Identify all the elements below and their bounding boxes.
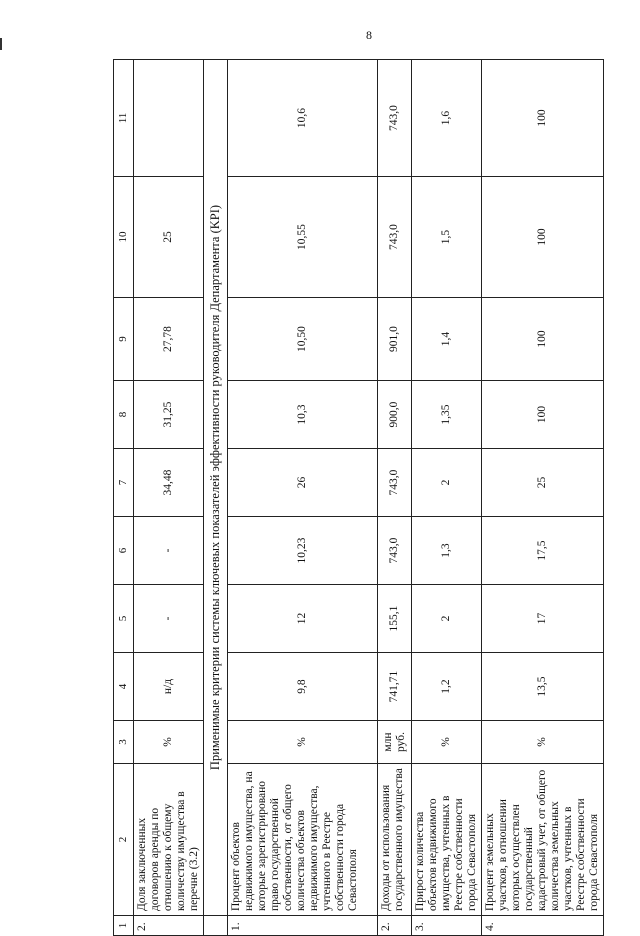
unit-cell: % [134,721,204,764]
row-number: 2. [378,916,412,936]
indicator-name: Процент объектов недвижимого имущества, на которые зарегистрировано право государственной собственности, от общего количества объектов недвижимого имущества, учтенного в Реестре собственности города Севастополя [228,764,378,916]
row-number: 3. [412,916,482,936]
header-cell: 5 [114,585,134,653]
value-cell: 100 [482,60,604,177]
indicator-name: Доходы от использования государственного имущества [378,764,412,916]
row-number: 2. [134,916,204,936]
value-cell: 17 [482,585,604,653]
value-cell: 901,0 [378,298,412,381]
header-cell: 4 [114,653,134,721]
value-cell: - [134,585,204,653]
value-cell: 100 [482,298,604,381]
value-cell: 743,0 [378,449,412,517]
value-cell: 1,4 [412,298,482,381]
value-cell: 10,23 [228,517,378,585]
value-cell: 10,55 [228,177,378,298]
value-cell: 25 [134,177,204,298]
table-row [412,60,482,936]
header-cell: 3 [114,721,134,764]
value-cell: 12 [228,585,378,653]
value-cell: 34,48 [134,449,204,517]
value-cell: 100 [482,177,604,298]
table-row [134,60,204,936]
value-cell: 10,3 [228,381,378,449]
value-cell: 13,5 [482,653,604,721]
unit-cell: % [482,721,604,764]
row-number: 1. [228,916,378,936]
header-cell: 10 [114,177,134,298]
table-row [482,60,604,936]
table-row [378,60,412,936]
value-cell: 10,6 [228,60,378,177]
table-row [228,60,378,936]
value-cell: 743,0 [378,177,412,298]
value-cell: 2 [412,585,482,653]
value-cell: 1,35 [412,381,482,449]
indicator-name: Доля заключенных договоров аренды по отношению к общему количеству имущества в перечне (3.2) [134,764,204,916]
unit-cell: % [228,721,378,764]
value-cell: 1,3 [412,517,482,585]
header-row [114,60,134,936]
value-cell: 743,0 [378,60,412,177]
value-cell: 1,5 [412,177,482,298]
value-cell: 741,71 [378,653,412,721]
value-cell: 900,0 [378,381,412,449]
header-cell: 7 [114,449,134,517]
kpi-table [113,59,604,936]
header-cell: 1 [114,916,134,936]
indicator-name: Прирост количества объектов недвижимого имущества, учтенных в Реестре собственности города Севастополя [412,764,482,916]
value-cell: 31,25 [134,381,204,449]
value-cell: 17,5 [482,517,604,585]
header-cell: 6 [114,517,134,585]
page-number: 8 [366,28,372,42]
value-cell: 27,78 [134,298,204,381]
value-cell: 743,0 [378,517,412,585]
header-cell: 9 [114,298,134,381]
row-number: 4. [482,916,604,936]
value-cell: - [134,517,204,585]
rotated-table-container [113,60,600,936]
section-number-cell [204,916,228,936]
value-cell: 100 [482,381,604,449]
unit-cell: % [412,721,482,764]
page-edge-mark [0,38,2,50]
value-cell: 9,8 [228,653,378,721]
section-title: Применимые критерии системы ключевых показателей эффективности руководителя Департамента (KPI) [204,60,228,916]
value-cell [134,60,204,177]
header-cell: 2 [114,764,134,916]
value-cell: н/д [134,653,204,721]
unit-cell: млн руб. [378,721,412,764]
section-row [204,60,228,936]
header-cell: 11 [114,60,134,177]
value-cell: 1,6 [412,60,482,177]
value-cell: 10,50 [228,298,378,381]
value-cell: 25 [482,449,604,517]
value-cell: 2 [412,449,482,517]
value-cell: 26 [228,449,378,517]
value-cell: 155,1 [378,585,412,653]
value-cell: 1,2 [412,653,482,721]
header-cell: 8 [114,381,134,449]
indicator-name: Процент земельных участков, в отношении которых осуществлен государственный кадастровый учет, от общего количества земельных участков, учтенных в Реестре собственности города Севастополя [482,764,604,916]
